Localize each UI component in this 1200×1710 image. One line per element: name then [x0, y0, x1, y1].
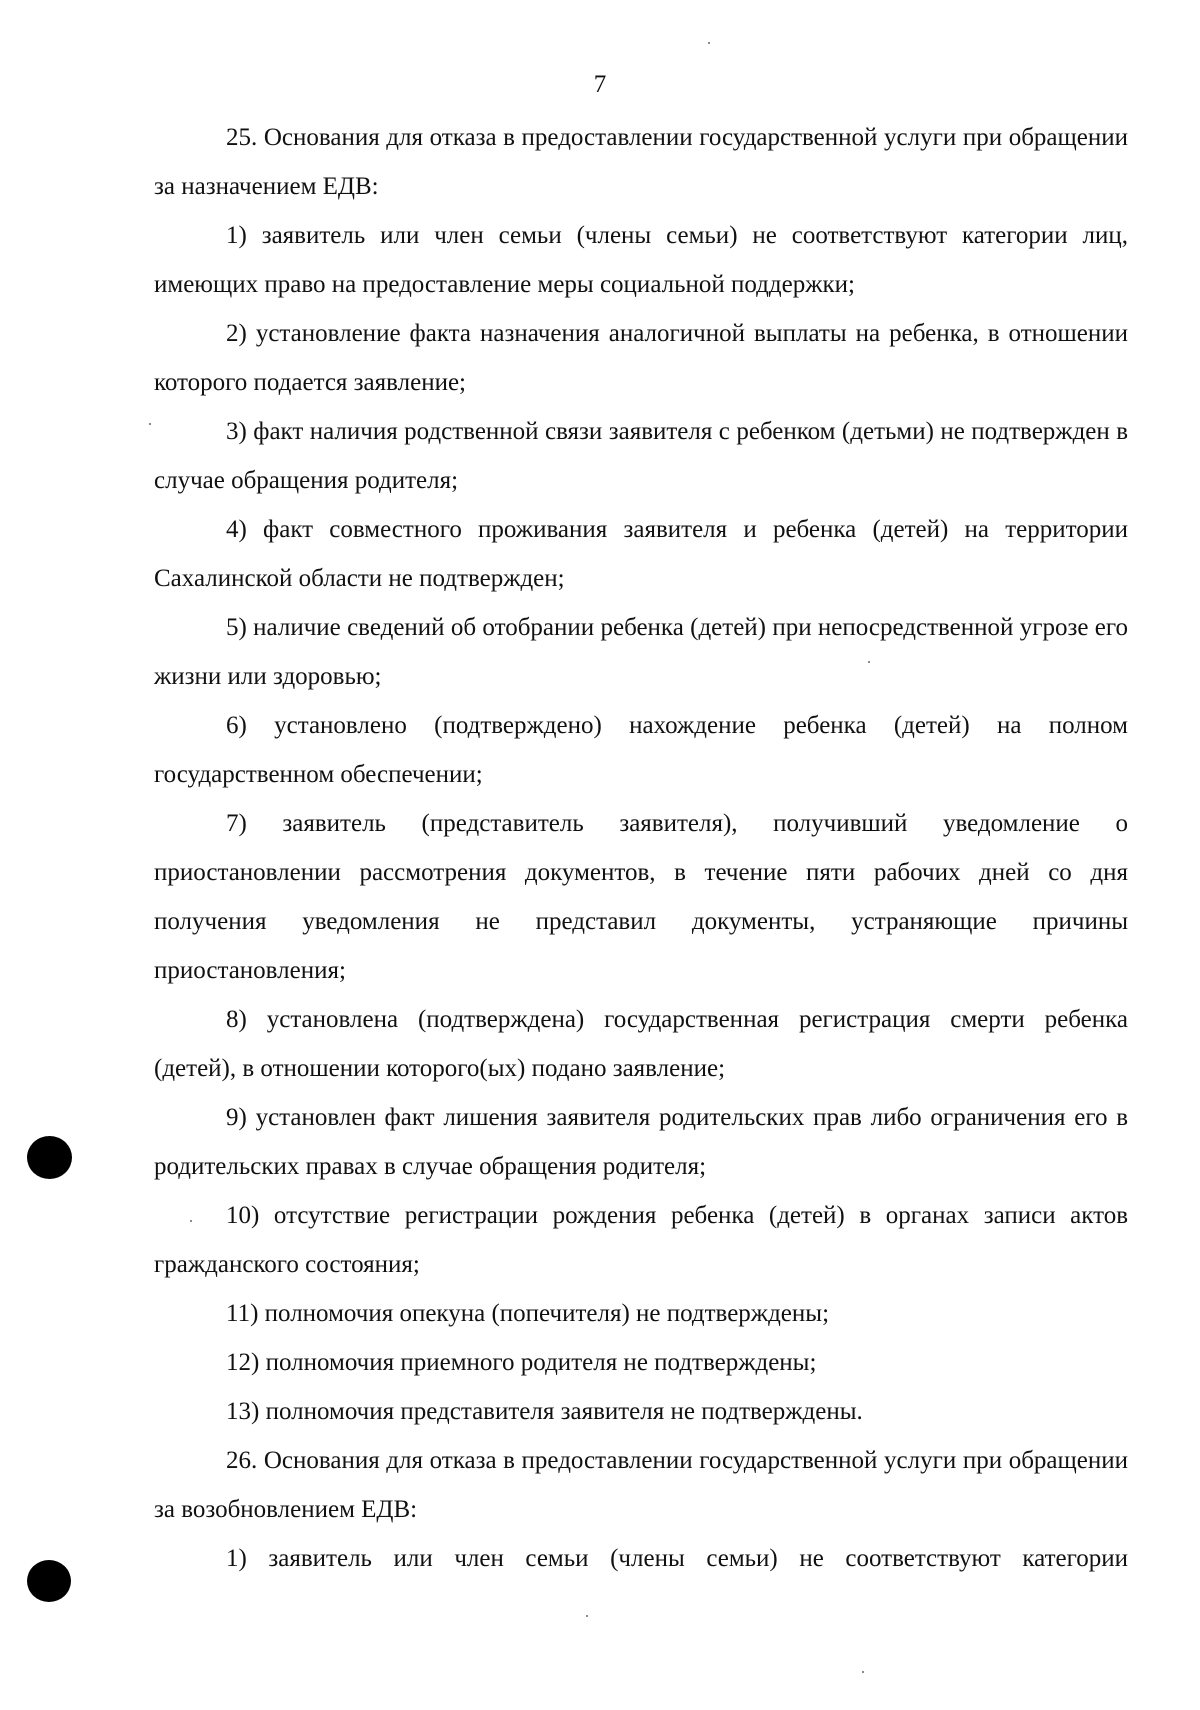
paragraph-25-item-1: 1) заявитель или член семьи (члены семьи) не соответствуют категории лиц, имеющих право на предоставление меры социальной поддержки;: [154, 222, 1128, 298]
scan-speck: [708, 42, 710, 44]
paragraph-25-item-13: 13) полномочия представителя заявителя не подтверждены.: [226, 1398, 863, 1425]
paragraph-25-heading: 25. Основания для отказа в предоставлении государственной услуги при обращении за назначением ЕДВ:: [154, 124, 1128, 200]
paragraph-25-item-4: 4) факт совместного проживания заявителя и ребенка (детей) на территории Сахалинской области не подтвержден;: [154, 516, 1128, 592]
paragraph-25-item-3: 3) факт наличия родственной связи заявителя с ребенком (детьми) не подтвержден в случае обращения родителя;: [154, 418, 1128, 494]
paragraph-25-item-6: 6) установлено (подтверждено) нахождение ребенка (детей) на полном государственном обеспечении;: [154, 712, 1128, 788]
paragraph-25-item-11: 11) полномочия опекуна (попечителя) не подтверждены;: [226, 1300, 830, 1327]
paragraph-25-item-7: 7) заявитель (представитель заявителя), получивший уведомление о приостановлении рассмотрения документов, в течение пяти рабочих дней со дня получения уведомления не представил документы, устраняющие причины приостановления;: [154, 810, 1128, 984]
paragraph-26-heading: 26. Основания для отказа в предоставлении государственной услуги при обращении за возобновлением ЕДВ:: [154, 1447, 1128, 1523]
paragraph-25-item-9: 9) установлен факт лишения заявителя родительских прав либо ограничения его в родительских правах в случае обращения родителя;: [154, 1104, 1128, 1180]
scan-speck: [868, 661, 870, 663]
scan-speck: [190, 1220, 192, 1222]
document-body: [154, 113, 1128, 1583]
binder-hole-mark: [27, 1560, 71, 1602]
paragraph-25-item-12: 12) полномочия приемного родителя не подтверждены;: [226, 1349, 817, 1376]
binder-hole-mark: [27, 1136, 72, 1179]
scan-speck: [862, 1671, 864, 1673]
paragraph-25-item-8: 8) установлена (подтверждена) государственная регистрация смерти ребенка (детей), в отношении которого(ых) подано заявление;: [154, 1006, 1128, 1082]
paragraph-25-item-2: 2) установление факта назначения аналогичной выплаты на ребенка, в отношении которого подается заявление;: [154, 320, 1128, 396]
page-number: 7: [593, 71, 607, 98]
scan-speck: [586, 1615, 588, 1617]
scan-speck: [149, 423, 151, 425]
paragraph-26-item-1: 1) заявитель или член семьи (члены семьи) не соответствуют категории: [226, 1545, 1128, 1572]
paragraph-25-item-10: 10) отсутствие регистрации рождения ребенка (детей) в органах записи актов гражданского состояния;: [154, 1202, 1128, 1278]
paragraph-25-item-5: 5) наличие сведений об отобрании ребенка (детей) при непосредственной угрозе его жизни или здоровью;: [154, 614, 1128, 690]
